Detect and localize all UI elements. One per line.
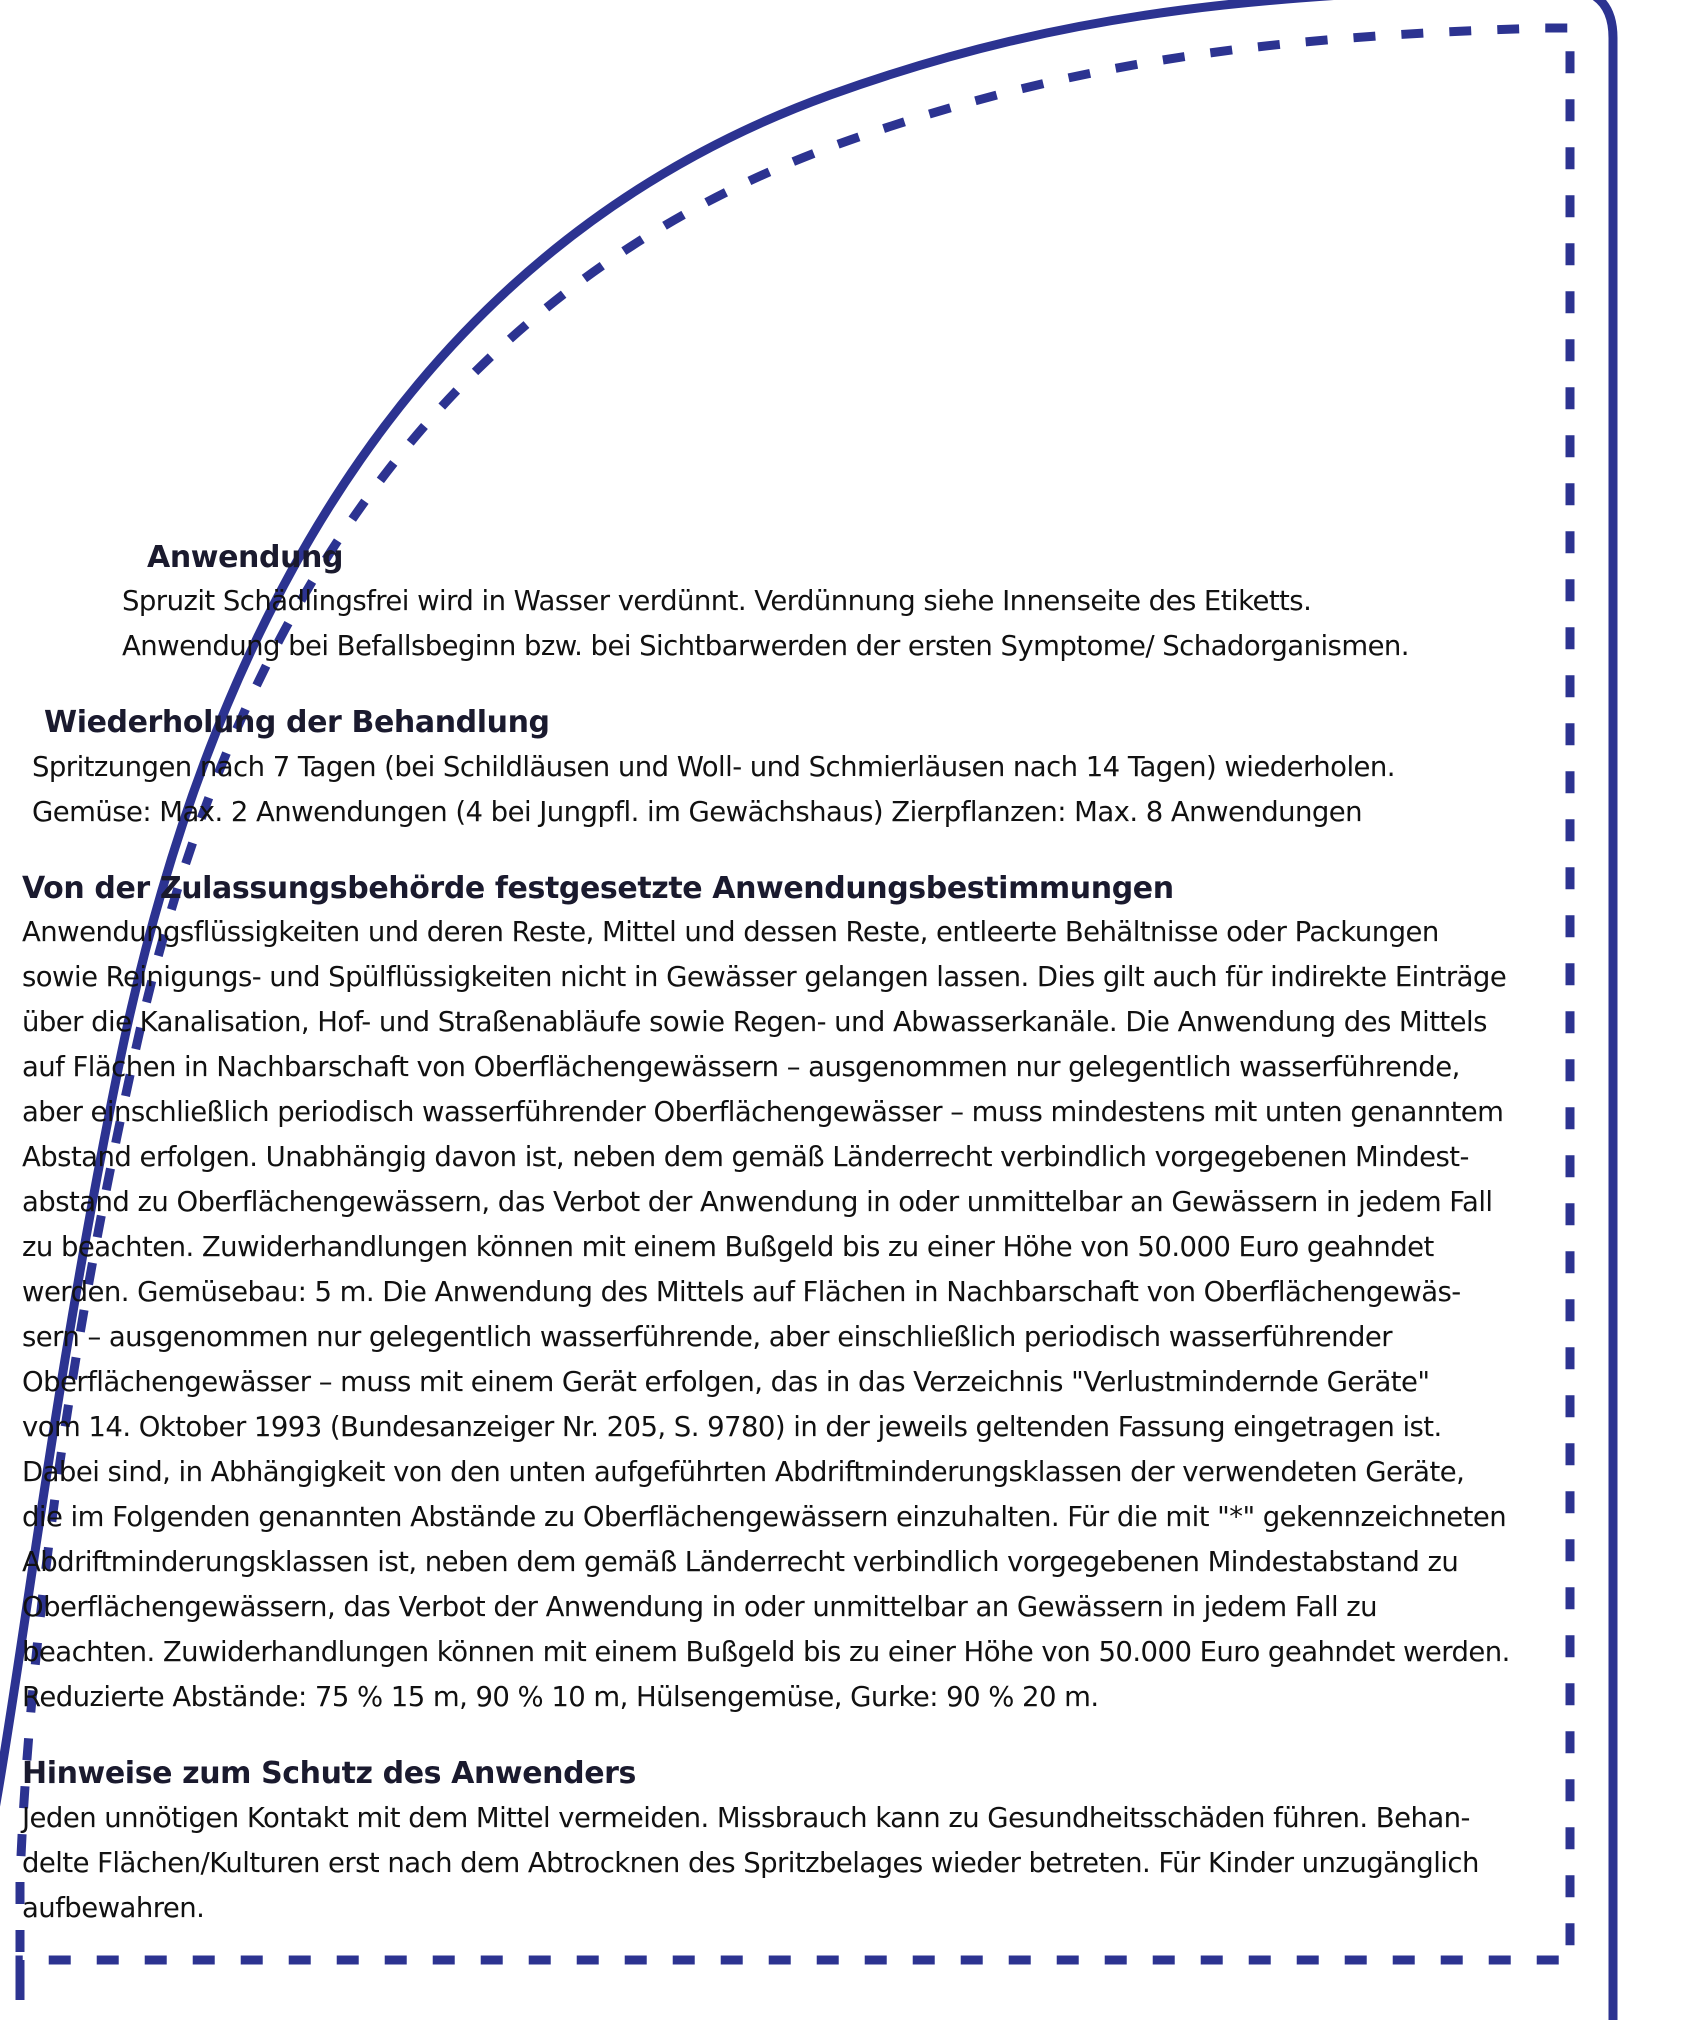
section-body-anwenderschutz (22, 1796, 1567, 1931)
section-heading-zulassungsbehoerde: Von der Zulassungsbehörde festgesetzte Anwendungsbestimmungen (22, 870, 1174, 906)
text-line: sowie Reinigungs- und Spülflüssigkeiten nicht in Gewässer gelangen lassen. Dies gilt auch für indirekte Einträge (22, 961, 1507, 994)
text-line: abstand zu Oberflächengewässern, das Verbot der Anwendung in oder unmittelbar an Gewässern in jedem Fall (22, 1186, 1493, 1219)
text-line: Oberflächengewässern, das Verbot der Anwendung in oder unmittelbar an Gewässern in jedem Fall zu (22, 1591, 1378, 1624)
spacer (22, 669, 1567, 705)
text-line: Spritzungen nach 7 Tagen (bei Schildläusen und Woll- und Schmierläusen nach 14 Tagen) wiederholen. (32, 750, 1395, 783)
text-line: Reduzierte Abstände: 75 % 15 m, 90 % 10 m, Hülsengemüse, Gurke: 90 % 20 m. (22, 1681, 1099, 1714)
section-heading-wiederholung: Wiederholung der Behandlung (44, 705, 550, 741)
spacer (22, 835, 1567, 871)
section-heading-anwenderschutz: Hinweise zum Schutz des Anwenders (22, 1756, 637, 1792)
text-line: delte Flächen/Kulturen erst nach dem Abtrocknen des Spritzbelages wieder betreten. Für Kinder unzugänglich (22, 1846, 1479, 1879)
section-wiederholung (22, 705, 1567, 834)
text-line: die im Folgenden genannten Abstände zu Oberflächengewässern einzuhalten. Für die mit "*" gekennzeichneten (22, 1501, 1507, 1534)
text-line: Abdriftminderungsklassen ist, neben dem gemäß Länderrecht verbindlich vorgegebenen Mindestabstand zu (22, 1546, 1459, 1579)
section-anwenderschutz (22, 1756, 1567, 1930)
section-body-anwendung (22, 579, 1567, 669)
section-anwendung (22, 540, 1567, 669)
section-body-zulassungsbehoerde (22, 910, 1567, 1720)
text-line: Anwendungsflüssigkeiten und deren Reste, Mittel und dessen Reste, entleerte Behältnisse oder Packungen (22, 916, 1439, 949)
text-line: Spruzit Schädlingsfrei wird in Wasser verdünnt. Verdünnung siehe Innenseite des Etiketts. (122, 585, 1312, 618)
label-text-content (22, 540, 1567, 1931)
text-line: sern – ausgenommen nur gelegentlich wasserführende, aber einschließlich periodisch wasserführender (22, 1321, 1392, 1354)
text-line: beachten. Zuwiderhandlungen können mit einem Bußgeld bis zu einer Höhe von 50.000 Euro geahndet werden. (22, 1636, 1510, 1669)
text-line: Anwendung bei Befallsbeginn bzw. bei Sichtbarwerden der ersten Symptome/ Schadorganismen. (122, 630, 1410, 663)
section-zulassungsbehoerde (22, 871, 1567, 1720)
section-heading-anwendung: Anwendung (147, 540, 344, 575)
text-line: auf Flächen in Nachbarschaft von Oberflächengewässern – ausgenommen nur gelegentlich wasserführende, (22, 1051, 1460, 1084)
text-line: werden. Gemüsebau: 5 m. Die Anwendung des Mittels auf Flächen in Nachbarschaft von Oberflächengewäs- (22, 1276, 1461, 1309)
text-line: vom 14. Oktober 1993 (Bundesanzeiger Nr. 205, S. 9780) in der jeweils geltenden Fassung eingetragen ist. (22, 1411, 1442, 1444)
text-line: Abstand erfolgen. Unabhängig davon ist, neben dem gemäß Länderrecht verbindlich vorgegebenen Mindest- (22, 1141, 1469, 1174)
text-line: zu beachten. Zuwiderhandlungen können mit einem Bußgeld bis zu einer Höhe von 50.000 Euro geahndet (22, 1231, 1434, 1264)
spacer (22, 1720, 1567, 1756)
text-line: aufbewahren. (22, 1891, 205, 1924)
text-line: Gemüse: Max. 2 Anwendungen (4 bei Jungpfl. im Gewächshaus) Zierpflanzen: Max. 8 Anwendungen (32, 795, 1363, 828)
text-line: über die Kanalisation, Hof- und Straßenabläufe sowie Regen- und Abwasserkanäle. Die Anwendung des Mittels (22, 1006, 1487, 1039)
text-line: Jeden unnötigen Kontakt mit dem Mittel vermeiden. Missbrauch kann zu Gesundheitsschäden führen. Behan- (22, 1801, 1470, 1834)
text-line: Oberflächengewässer – muss mit einem Gerät erfolgen, das in das Verzeichnis "Verlustmindernde Geräte" (22, 1366, 1430, 1399)
section-body-wiederholung (22, 745, 1567, 835)
text-line: Dabei sind, in Abhängigkeit von den unten aufgeführten Abdriftminderungsklassen der verwendeten Geräte, (22, 1456, 1465, 1489)
text-line: aber einschließlich periodisch wasserführender Oberflächengewässer – muss mindestens mit unten genanntem (22, 1096, 1504, 1129)
